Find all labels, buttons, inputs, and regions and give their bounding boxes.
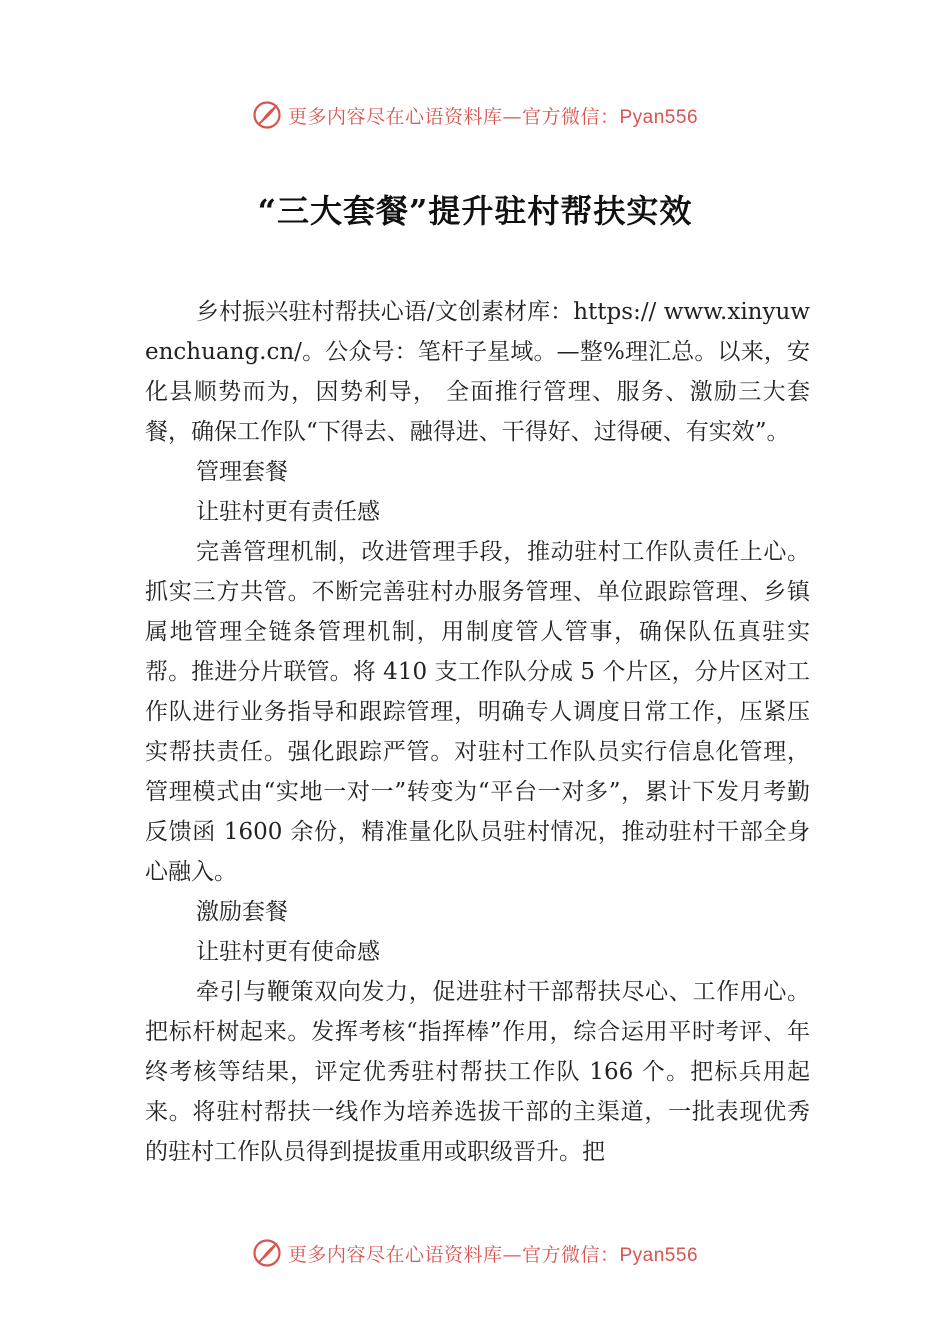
intro-paragraph: 乡村振兴驻村帮扶心语/文创素材库：https:// www.xinyuwenchuang.cn/。公众号：笔杆子星域。—整%理汇总。以来，安化县顺势而为，因势利导， 全面推行管理、服务、激励三大套餐，确保工作队“下得去、融得进、干得好、过得硬、有实效”。 [145,299,810,445]
wechat-id: Pyan556 [619,1244,699,1266]
document-body [145,292,810,1172]
quill-logo-icon [252,100,282,130]
footer-banner [0,1233,950,1273]
section-heading-management: 管理套餐 [196,459,288,485]
banner-text: 更多内容尽在心语资料库—官方微信：Pyan556 [287,105,699,128]
section-subheading-responsibility: 让驻村更有责任感 [196,499,380,525]
quill-logo-icon [252,1238,282,1268]
document-title: “三大套餐”提升驻村帮扶实效 [257,192,693,230]
section-heading-incentive: 激励套餐 [196,899,288,925]
management-paragraph: 完善管理机制，改进管理手段，推动驻村工作队责任上心。抓实三方共管。不断完善驻村办服务管理、单位跟踪管理、乡镇属地管理全链条管理机制，用制度管人管事，确保队伍真驻实帮。推进分片联管。将 410 支工作队分成 5 个片区，分片区对工作队进行业务指导和跟踪管理，明确专人调度日常工作，压紧压实帮扶责任。强化跟踪严管。对驻村工作队员实行信息化管理，管理模式由“实地一对一”转变为“平台一对多”，累计下发月考勤反馈函 1600 余份，精准量化队员驻村情况，推动驻村干部全身心融入。 [145,539,810,885]
incentive-paragraph: 牵引与鞭策双向发力，促进驻村干部帮扶尽心、工作用心。把标杆树起来。发挥考核“指挥棒”作用，综合运用平时考评、年终考核等结果，评定优秀驻村帮扶工作队 166 个。把标兵用起来。将驻村帮扶一线作为培养选拔干部的主渠道，一批表现优秀的驻村工作队员得到提拔重用或职级晋升。把 [145,979,810,1165]
header-banner [0,95,950,135]
banner-text: 更多内容尽在心语资料库—官方微信：Pyan556 [287,1243,699,1266]
wechat-id: Pyan556 [619,106,699,128]
section-subheading-mission: 让驻村更有使命感 [196,939,380,965]
